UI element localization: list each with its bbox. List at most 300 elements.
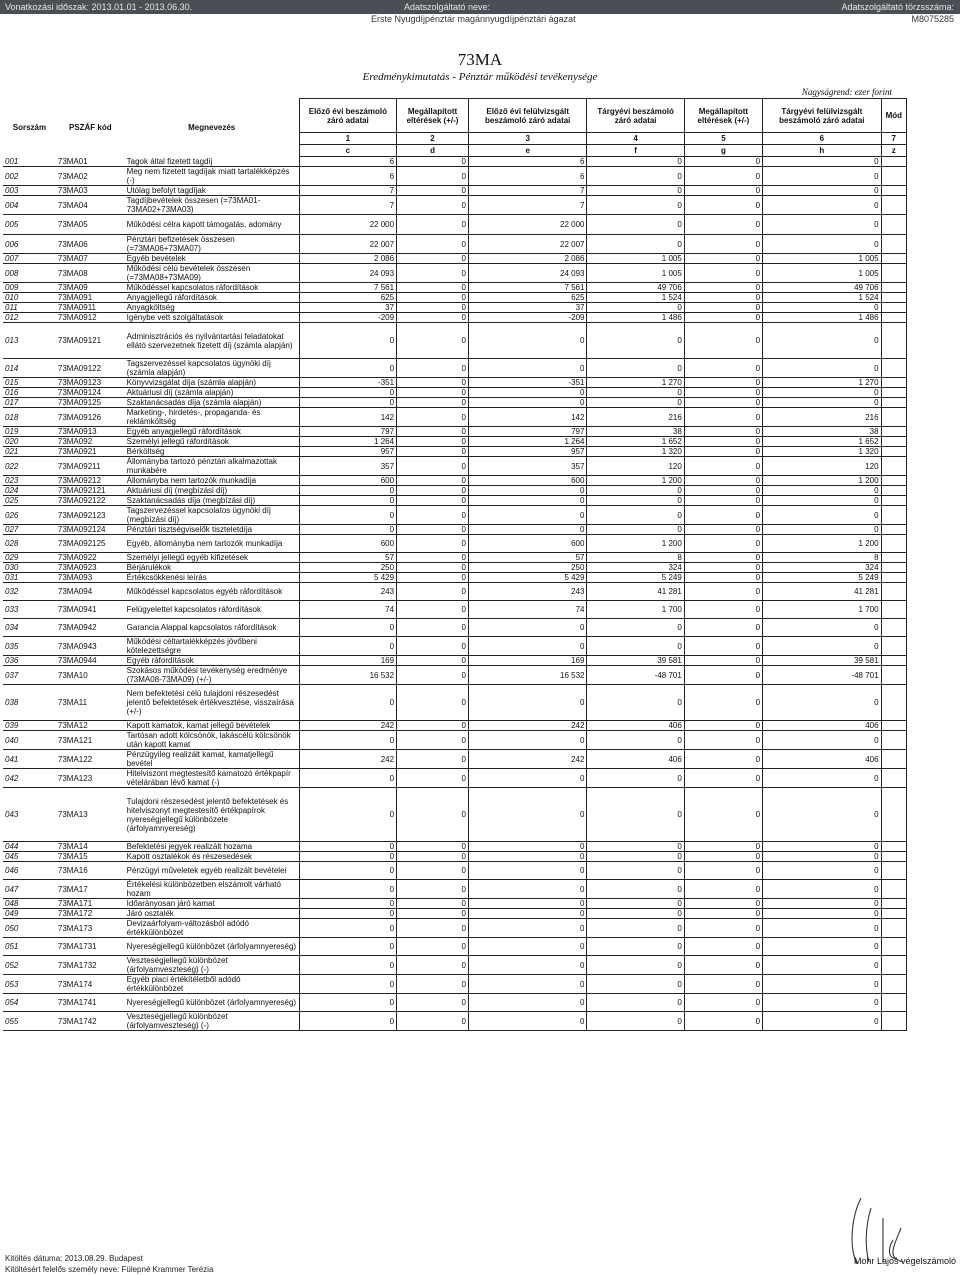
table-row [3, 553, 907, 563]
value-col-d: 0 [397, 750, 469, 769]
table-row [3, 685, 907, 721]
value-col-f: 0 [587, 731, 684, 750]
value-col-e: 7 [468, 186, 586, 196]
row-pszaf-code: 73MA09124 [56, 388, 125, 398]
table-row [3, 938, 907, 956]
value-col-h: 1 005 [763, 264, 881, 283]
value-col-e: 74 [468, 601, 586, 619]
row-number: 016 [3, 388, 56, 398]
fill-date: Kitöltés dátuma: 2013.08.29. Budapest [5, 1254, 143, 1263]
value-col-g: 0 [684, 769, 762, 788]
table-row [3, 637, 907, 656]
row-pszaf-code: 73MA02 [56, 167, 125, 186]
table-row [3, 601, 907, 619]
table-row [3, 398, 907, 408]
value-col-c: 7 [299, 186, 396, 196]
value-col-e: 5 429 [468, 573, 586, 583]
value-col-f: -48 701 [587, 666, 684, 685]
header-num: 4 [587, 133, 684, 145]
header-letter: z [881, 145, 906, 157]
value-col-z [881, 842, 906, 852]
value-col-c: 2 086 [299, 254, 396, 264]
value-col-z [881, 685, 906, 721]
value-col-z [881, 731, 906, 750]
value-col-z [881, 666, 906, 685]
value-col-e: 0 [468, 731, 586, 750]
row-label: Időarányosan járó kamat [125, 899, 300, 909]
row-number: 002 [3, 167, 56, 186]
value-col-g: 0 [684, 196, 762, 215]
row-number: 024 [3, 486, 56, 496]
value-col-z [881, 573, 906, 583]
value-col-h: 0 [763, 938, 881, 956]
value-col-g: 0 [684, 938, 762, 956]
value-col-z [881, 486, 906, 496]
value-col-z [881, 601, 906, 619]
value-col-h: 0 [763, 1012, 881, 1031]
row-label: Egyéb ráfordítások [125, 656, 300, 666]
value-col-g: 0 [684, 398, 762, 408]
value-col-c: 169 [299, 656, 396, 666]
row-pszaf-code: 73MA0923 [56, 563, 125, 573]
value-col-h: 1 005 [763, 254, 881, 264]
value-col-d: 0 [397, 283, 469, 293]
value-col-d: 0 [397, 769, 469, 788]
row-label: Kapott kamatok, kamat jellegű bevételek [125, 721, 300, 731]
value-col-f: 0 [587, 919, 684, 938]
value-col-f: 0 [587, 769, 684, 788]
value-col-c: 243 [299, 583, 396, 601]
row-label: Anyagköltség [125, 303, 300, 313]
value-col-h: 0 [763, 899, 881, 909]
row-number: 044 [3, 842, 56, 852]
row-pszaf-code: 73MA10 [56, 666, 125, 685]
row-pszaf-code: 73MA17 [56, 880, 125, 899]
row-label: Tartósan adott kölcsönök, lakáscélú kölcsönök után kapott kamat [125, 731, 300, 750]
table-row [3, 525, 907, 535]
value-col-d: 0 [397, 359, 469, 378]
value-col-e: 7 561 [468, 283, 586, 293]
value-col-g: 0 [684, 975, 762, 994]
value-col-z [881, 254, 906, 264]
row-number: 034 [3, 619, 56, 637]
header-num: 7 [881, 133, 906, 145]
row-number: 027 [3, 525, 56, 535]
row-label: Veszteségjellegű különbözet (árfolyamveszteség) (-) [125, 956, 300, 975]
row-label: Aktuáriusi díj (számla alapján) [125, 388, 300, 398]
value-col-d: 0 [397, 254, 469, 264]
value-col-z [881, 378, 906, 388]
value-col-f: 0 [587, 909, 684, 919]
value-col-e: 0 [468, 388, 586, 398]
header-col4: Tárgyévi beszámoló záró adatai [587, 99, 684, 133]
value-col-g: 0 [684, 283, 762, 293]
value-col-h: 0 [763, 496, 881, 506]
row-number: 042 [3, 769, 56, 788]
row-label: Veszteségjellegű különbözet (árfolyamveszteség) (-) [125, 1012, 300, 1031]
value-col-h: 0 [763, 769, 881, 788]
table-row [3, 235, 907, 254]
row-pszaf-code: 73MA1731 [56, 938, 125, 956]
value-col-h: 1 486 [763, 313, 881, 323]
row-pszaf-code: 73MA122 [56, 750, 125, 769]
value-col-z [881, 862, 906, 880]
row-pszaf-code: 73MA0922 [56, 553, 125, 563]
value-col-z [881, 283, 906, 293]
table-header [3, 99, 907, 157]
value-col-c: 0 [299, 525, 396, 535]
value-col-e: 6 [468, 167, 586, 186]
value-col-g: 0 [684, 437, 762, 447]
value-col-c: 22 007 [299, 235, 396, 254]
value-col-z [881, 656, 906, 666]
value-col-d: 0 [397, 313, 469, 323]
value-col-f: 1 005 [587, 254, 684, 264]
row-number: 043 [3, 788, 56, 842]
value-col-d: 0 [397, 956, 469, 975]
value-col-h: 406 [763, 750, 881, 769]
value-col-c: 357 [299, 457, 396, 476]
row-number: 053 [3, 975, 56, 994]
value-col-f: 0 [587, 215, 684, 235]
value-col-z [881, 447, 906, 457]
value-col-c: 242 [299, 721, 396, 731]
value-col-d: 0 [397, 862, 469, 880]
row-pszaf-code: 73MA092123 [56, 506, 125, 525]
value-col-h: 0 [763, 388, 881, 398]
table-row [3, 583, 907, 601]
row-number: 028 [3, 535, 56, 553]
value-col-g: 0 [684, 235, 762, 254]
value-col-e: 37 [468, 303, 586, 313]
value-col-f: 0 [587, 486, 684, 496]
value-col-d: 0 [397, 563, 469, 573]
value-col-z [881, 196, 906, 215]
row-number: 013 [3, 323, 56, 359]
value-col-z [881, 750, 906, 769]
value-col-c: 6 [299, 157, 396, 167]
value-col-c: 0 [299, 852, 396, 862]
row-pszaf-code: 73MA1732 [56, 956, 125, 975]
row-label: Igénybe vett szolgáltatások [125, 313, 300, 323]
value-col-e: 0 [468, 919, 586, 938]
table-row [3, 535, 907, 553]
value-col-d: 0 [397, 553, 469, 563]
value-col-h: 216 [763, 408, 881, 427]
row-number: 020 [3, 437, 56, 447]
row-label: Aktuáriusi díj (megbízási díj) [125, 486, 300, 496]
value-col-g: 0 [684, 167, 762, 186]
value-col-e: 0 [468, 975, 586, 994]
value-col-g: 0 [684, 408, 762, 427]
value-col-f: 0 [587, 842, 684, 852]
value-col-f: 0 [587, 323, 684, 359]
row-label: Tulajdoni részesedést jelentő befektetések és hitelviszonyt megtestesítő értékpapírok nyereségjellegű különbözete (árfolyamnyereség) [125, 788, 300, 842]
row-pszaf-code: 73MA09211 [56, 457, 125, 476]
row-number: 046 [3, 862, 56, 880]
value-col-c: 0 [299, 359, 396, 378]
header-num: 6 [763, 133, 881, 145]
row-label: Járó osztalék [125, 909, 300, 919]
value-col-g: 0 [684, 573, 762, 583]
table-row [3, 909, 907, 919]
row-number: 011 [3, 303, 56, 313]
table-row [3, 721, 907, 731]
table-row [3, 476, 907, 486]
header-col5: Megállapított eltérések (+/-) [684, 99, 762, 133]
value-col-g: 0 [684, 378, 762, 388]
row-number: 052 [3, 956, 56, 975]
value-col-h: 1 700 [763, 601, 881, 619]
row-label: Értékcsökkenési leírás [125, 573, 300, 583]
value-col-z [881, 1012, 906, 1031]
row-number: 018 [3, 408, 56, 427]
value-col-z [881, 619, 906, 637]
value-col-g: 0 [684, 525, 762, 535]
table-row [3, 788, 907, 842]
value-col-f: 8 [587, 553, 684, 563]
value-col-z [881, 264, 906, 283]
header-num: 2 [397, 133, 469, 145]
value-col-e: 142 [468, 408, 586, 427]
value-col-g: 0 [684, 157, 762, 167]
value-col-h: 0 [763, 975, 881, 994]
row-pszaf-code: 73MA092121 [56, 486, 125, 496]
value-col-z [881, 583, 906, 601]
value-col-h: 0 [763, 398, 881, 408]
row-label: Adminisztrációs és nyilvántartási feladatokat ellátó szervezetnek fizetett díj (számla alapján) [125, 323, 300, 359]
row-pszaf-code: 73MA093 [56, 573, 125, 583]
value-col-z [881, 535, 906, 553]
row-label: Anyagjellegű ráfordítások [125, 293, 300, 303]
row-number: 047 [3, 880, 56, 899]
value-col-g: 0 [684, 254, 762, 264]
value-col-f: 0 [587, 359, 684, 378]
value-col-z [881, 186, 906, 196]
value-col-h: 0 [763, 303, 881, 313]
row-number: 038 [3, 685, 56, 721]
value-col-e: 357 [468, 457, 586, 476]
row-label: Szokásos működési tevékenység eredménye (73MA08-73MA09) (+/-) [125, 666, 300, 685]
value-col-d: 0 [397, 666, 469, 685]
row-label: Szaktanácsadás díja (megbízási díj) [125, 496, 300, 506]
value-col-g: 0 [684, 1012, 762, 1031]
value-col-g: 0 [684, 457, 762, 476]
row-pszaf-code: 73MA09 [56, 283, 125, 293]
value-col-h: 0 [763, 788, 881, 842]
value-col-f: 0 [587, 1012, 684, 1031]
value-col-e: 0 [468, 398, 586, 408]
value-col-z [881, 909, 906, 919]
value-col-d: 0 [397, 186, 469, 196]
value-col-d: 0 [397, 685, 469, 721]
row-pszaf-code: 73MA174 [56, 975, 125, 994]
provider-name: Erste Nyugdíjpénztár magánnyugdíjpénztári ágazat [371, 14, 576, 24]
header-col6: Tárgyévi felülvizsgált beszámoló záró adatai [763, 99, 881, 133]
value-col-h: 0 [763, 956, 881, 975]
value-col-c: 250 [299, 563, 396, 573]
value-col-z [881, 157, 906, 167]
value-col-f: 0 [587, 862, 684, 880]
value-col-z [881, 437, 906, 447]
header-col2: Megállapított eltérések (+/-) [397, 99, 469, 133]
row-number: 005 [3, 215, 56, 235]
value-col-g: 0 [684, 313, 762, 323]
value-col-d: 0 [397, 637, 469, 656]
value-col-e: 243 [468, 583, 586, 601]
value-col-d: 0 [397, 656, 469, 666]
value-col-h: 0 [763, 731, 881, 750]
row-label: Pénzügyileg realizált kamat, kamatjellegű bevétel [125, 750, 300, 769]
value-col-e: 7 [468, 196, 586, 215]
value-col-f: 0 [587, 196, 684, 215]
value-col-e: 0 [468, 685, 586, 721]
value-col-c: 600 [299, 535, 396, 553]
value-col-z [881, 994, 906, 1012]
row-number: 031 [3, 573, 56, 583]
value-col-d: 0 [397, 899, 469, 909]
row-pszaf-code: 73MA173 [56, 919, 125, 938]
row-number: 007 [3, 254, 56, 264]
value-col-g: 0 [684, 496, 762, 506]
value-col-f: 406 [587, 721, 684, 731]
value-col-g: 0 [684, 899, 762, 909]
value-col-e: 0 [468, 852, 586, 862]
table-row [3, 323, 907, 359]
row-number: 006 [3, 235, 56, 254]
value-col-g: 0 [684, 909, 762, 919]
value-col-f: 0 [587, 496, 684, 506]
value-col-g: 0 [684, 685, 762, 721]
value-col-g: 0 [684, 880, 762, 899]
value-col-c: 7 [299, 196, 396, 215]
value-col-c: 0 [299, 788, 396, 842]
value-col-z [881, 975, 906, 994]
row-pszaf-code: 73MA092122 [56, 496, 125, 506]
value-col-g: 0 [684, 388, 762, 398]
value-col-h: 0 [763, 323, 881, 359]
responsible-person: Kitöltésért felelős személy neve: Fülepné Krammer Terézia [5, 1265, 214, 1274]
row-number: 030 [3, 563, 56, 573]
table-row [3, 975, 907, 994]
value-col-z [881, 398, 906, 408]
value-col-z [881, 359, 906, 378]
value-col-e: 0 [468, 956, 586, 975]
value-col-g: 0 [684, 293, 762, 303]
value-col-h: 41 281 [763, 583, 881, 601]
row-pszaf-code: 73MA16 [56, 862, 125, 880]
value-col-e: 0 [468, 862, 586, 880]
table-row [3, 264, 907, 283]
row-label: Marketing-, hirdetés-, propaganda- és reklámköltség [125, 408, 300, 427]
value-col-f: 0 [587, 186, 684, 196]
row-pszaf-code: 73MA1742 [56, 1012, 125, 1031]
table-row [3, 283, 907, 293]
table-row [3, 486, 907, 496]
value-col-g: 0 [684, 535, 762, 553]
value-col-h: 406 [763, 721, 881, 731]
header-num: 5 [684, 133, 762, 145]
value-col-e: 0 [468, 637, 586, 656]
row-pszaf-code: 73MA05 [56, 215, 125, 235]
value-col-z [881, 919, 906, 938]
row-pszaf-code: 73MA092124 [56, 525, 125, 535]
value-col-h: 0 [763, 685, 881, 721]
row-number: 019 [3, 427, 56, 437]
value-col-d: 0 [397, 303, 469, 313]
value-col-c: 0 [299, 731, 396, 750]
table-row [3, 506, 907, 525]
value-col-h: 0 [763, 359, 881, 378]
value-col-f: 324 [587, 563, 684, 573]
value-col-h: 0 [763, 852, 881, 862]
row-pszaf-code: 73MA0911 [56, 303, 125, 313]
value-col-c: 57 [299, 553, 396, 563]
value-col-d: 0 [397, 437, 469, 447]
row-label: Működéssel kapcsolatos ráfordítások [125, 283, 300, 293]
value-col-f: 0 [587, 994, 684, 1012]
value-col-g: 0 [684, 601, 762, 619]
row-label: Szaktanácsadás díja (számla alapján) [125, 398, 300, 408]
value-col-h: 324 [763, 563, 881, 573]
value-col-f: 0 [587, 398, 684, 408]
value-col-f: 1 652 [587, 437, 684, 447]
form-code-title: 73MA [457, 50, 503, 69]
row-label: Állományba tartozó pénztári alkalmazottak munkabére [125, 457, 300, 476]
value-col-g: 0 [684, 666, 762, 685]
value-col-g: 0 [684, 862, 762, 880]
value-col-d: 0 [397, 909, 469, 919]
row-label: Egyéb anyagjellegű ráfordítások [125, 427, 300, 437]
row-pszaf-code: 73MA12 [56, 721, 125, 731]
value-col-d: 0 [397, 975, 469, 994]
value-col-h: 0 [763, 235, 881, 254]
value-col-e: 6 [468, 157, 586, 167]
row-pszaf-code: 73MA09122 [56, 359, 125, 378]
value-col-d: 0 [397, 293, 469, 303]
table-row [3, 457, 907, 476]
value-col-z [881, 427, 906, 437]
row-number: 050 [3, 919, 56, 938]
row-pszaf-code: 73MA121 [56, 731, 125, 750]
table-row [3, 167, 907, 186]
row-number: 045 [3, 852, 56, 862]
value-col-d: 0 [397, 573, 469, 583]
provider-id: M8075285 [911, 14, 954, 24]
row-pszaf-code: 73MA03 [56, 186, 125, 196]
value-col-f: 0 [587, 388, 684, 398]
value-col-e: 0 [468, 323, 586, 359]
row-label: Tagdíjbevételek összesen (=73MA01-73MA02+73MA03) [125, 196, 300, 215]
value-col-e: 0 [468, 788, 586, 842]
value-col-g: 0 [684, 583, 762, 601]
value-col-c: 6 [299, 167, 396, 186]
row-label: Pénztári tisztségviselők tiszteletdíja [125, 525, 300, 535]
value-col-d: 0 [397, 378, 469, 388]
value-col-e: -209 [468, 313, 586, 323]
value-col-h: 1 200 [763, 535, 881, 553]
row-label: Bérjárulékok [125, 563, 300, 573]
value-col-d: 0 [397, 535, 469, 553]
table-row [3, 769, 907, 788]
row-pszaf-code: 73MA04 [56, 196, 125, 215]
value-col-f: 1 700 [587, 601, 684, 619]
value-col-e: 242 [468, 721, 586, 731]
row-pszaf-code: 73MA09125 [56, 398, 125, 408]
value-col-e: 0 [468, 496, 586, 506]
value-col-e: 250 [468, 563, 586, 573]
value-col-z [881, 721, 906, 731]
